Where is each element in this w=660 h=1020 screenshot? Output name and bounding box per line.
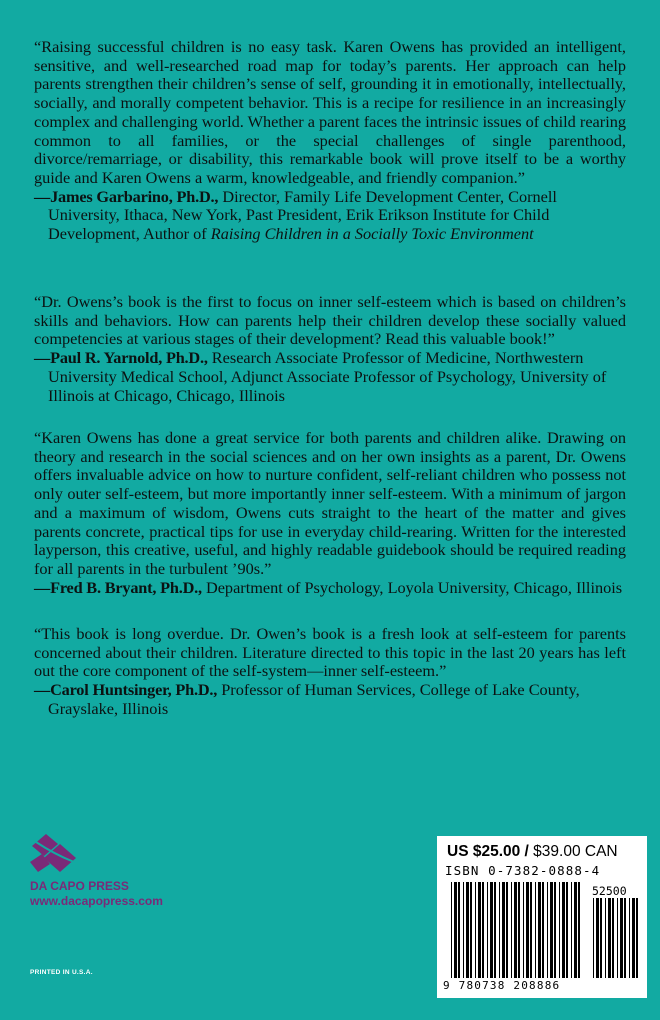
- barcode-bar: [608, 898, 611, 978]
- blurb-credentials: Director, Family Life Development Center, Cornell University, Ithaca, New York, Past President, Erik Erikson Institute for Child Development, Author of: [48, 186, 557, 244]
- blurb-attribution: [34, 349, 626, 405]
- barcode-bar: [490, 882, 493, 978]
- barcode-bar: [514, 882, 517, 978]
- barcode-bar: [547, 882, 548, 978]
- barcode-bar: [632, 898, 635, 978]
- addon-code: 52500: [592, 884, 627, 898]
- blurb-book-title: Raising Children in a Socially Toxic Environment: [210, 224, 534, 244]
- barcode-bar: [451, 882, 452, 978]
- barcode-bar: [494, 882, 496, 978]
- barcode-bar: [612, 898, 614, 978]
- blurb-author: —Paul R. Yarnold, Ph.D.,: [34, 348, 208, 368]
- barcode-bar: [511, 882, 512, 978]
- blurb-huntsinger: [34, 625, 626, 719]
- blurb-quote: “Dr. Owens’s book is the first to focus on inner self-esteem which is based on children’s skills and behaviors. How can parents help their children develop these socially valued competencies at various stages of their development? Read this valuable book!”: [34, 292, 626, 349]
- printed-in-usa: PRINTED IN U.S.A.: [30, 969, 93, 976]
- barcode-bar: [605, 898, 606, 978]
- barcode-bar: [535, 882, 536, 978]
- barcode-bar: [542, 882, 544, 978]
- barcode-bar: [530, 882, 532, 978]
- barcode-bar: [550, 882, 553, 978]
- publisher-url: www.dacapopress.com: [30, 894, 163, 908]
- blurb-quote: “Raising successful children is no easy task. Karen Owens has provided an intelligent, sensitive, and well-researched road map for today’s parents. Her approach can help parents strengthen their children’s sense of self, grounding it in emotionally, intellectually, socially, and morally competent behavior. This is a recipe for resilience in an increasingly complex and challenging world. Whether a parent faces the intrinsic issues of child rearing common to all families, or the special challenges of single parenthood, divorce/remarriage, or disability, this remarkable book will prove itself to be a worthy guide and Karen Owens a warm, knowledgeable, and friendly companion.”: [34, 37, 626, 187]
- barcode-bar: [562, 882, 565, 978]
- barcode-bar: [593, 898, 594, 978]
- blurb-quote: “Karen Owens has done a great service for both parents and children alike. Drawing on theory and research in the social sciences and on her own insights as a parent, Dr. Owens offers invaluable advice on how to nurture confident, self-reliant children who possess not only outer self-esteem, but more importantly inner self-esteem. With a minimum of jargon and a maximum of wisdom, Owens cuts straight to the heart of the matter and gives parents concrete, practical tips for use in everyday child-rearing. Written for the interested layperson, this creative, useful, and highly readable guidebook should be required reading for all parents in the turbulent ’90s.”: [34, 428, 626, 578]
- barcode-bar: [454, 882, 457, 978]
- barcode-bar: [559, 882, 560, 978]
- blurb-attribution: [34, 579, 626, 598]
- barcode-bar: [478, 882, 481, 978]
- barcode-bar: [596, 898, 599, 978]
- barcode-bar: [578, 882, 580, 978]
- barcode-bar: [506, 882, 508, 978]
- barcode-bar: [463, 882, 464, 978]
- blurb-credentials: Professor of Human Services, College of Lake County, Grayslake, Illinois: [48, 680, 580, 718]
- blurb-bryant: [34, 429, 626, 597]
- publisher-name: DA CAPO PRESS: [30, 879, 129, 893]
- barcode-bar: [574, 882, 577, 978]
- barcode-box: [437, 836, 647, 998]
- barcode-bars-icon: [437, 836, 647, 998]
- barcode-bar: [475, 882, 476, 978]
- blurb-quote: “This book is long overdue. Dr. Owen’s book is a fresh look at self-esteem for parents concerned about their children. Literature directed to this topic in the last 20 years has left out the core component of the self-system—inner self-esteem.”: [34, 624, 626, 681]
- blurb-yarnold: [34, 293, 626, 405]
- barcode-bar: [571, 882, 572, 978]
- barcode-bar: [538, 882, 541, 978]
- barcode-bar: [523, 882, 524, 978]
- price-can: $39.00 CAN: [528, 843, 618, 860]
- barcode-bar: [466, 882, 469, 978]
- barcode-bar: [502, 882, 505, 978]
- barcode-bar: [629, 898, 630, 978]
- blurb-author: —Fred B. Bryant, Ph.D.,: [34, 577, 202, 597]
- ean-number: 9 780738 208886: [443, 979, 561, 992]
- blurb-author: —Carol Huntsinger, Ph.D.,: [34, 680, 218, 700]
- barcode-bar: [636, 898, 638, 978]
- blurb-credentials: Research Associate Professor of Medicine, Northwestern University Medical School, Adjunct Associate Professor of Psychology, University of Illinois at Chicago, Chicago, Illinois: [48, 348, 607, 405]
- barcode-bar: [617, 898, 618, 978]
- barcode-bar: [470, 882, 472, 978]
- isbn-text: ISBN 0-7382-0888-4: [445, 863, 601, 878]
- blurb-author: —James Garbarino, Ph.D.,: [34, 186, 219, 206]
- barcode-bar: [526, 882, 529, 978]
- blurb-attribution: [34, 188, 626, 244]
- blurb-garbarino: [34, 38, 626, 244]
- barcode-bar: [566, 882, 568, 978]
- barcode-bar: [620, 898, 623, 978]
- barcode-bar: [499, 882, 500, 978]
- blurb-credentials: Department of Psychology, Loyola University, Chicago, Illinois: [201, 577, 623, 597]
- barcode-bar: [458, 882, 460, 978]
- barcode-bar: [487, 882, 488, 978]
- da-capo-logo-icon: [30, 832, 78, 876]
- barcode-bar: [624, 898, 626, 978]
- barcode-bar: [518, 882, 520, 978]
- publisher-block: [30, 879, 163, 909]
- barcode-bar: [554, 882, 556, 978]
- barcode-bar: [600, 898, 602, 978]
- blurb-attribution: [34, 681, 626, 718]
- price-us: US $25.00 /: [447, 843, 529, 860]
- barcode-bar: [482, 882, 484, 978]
